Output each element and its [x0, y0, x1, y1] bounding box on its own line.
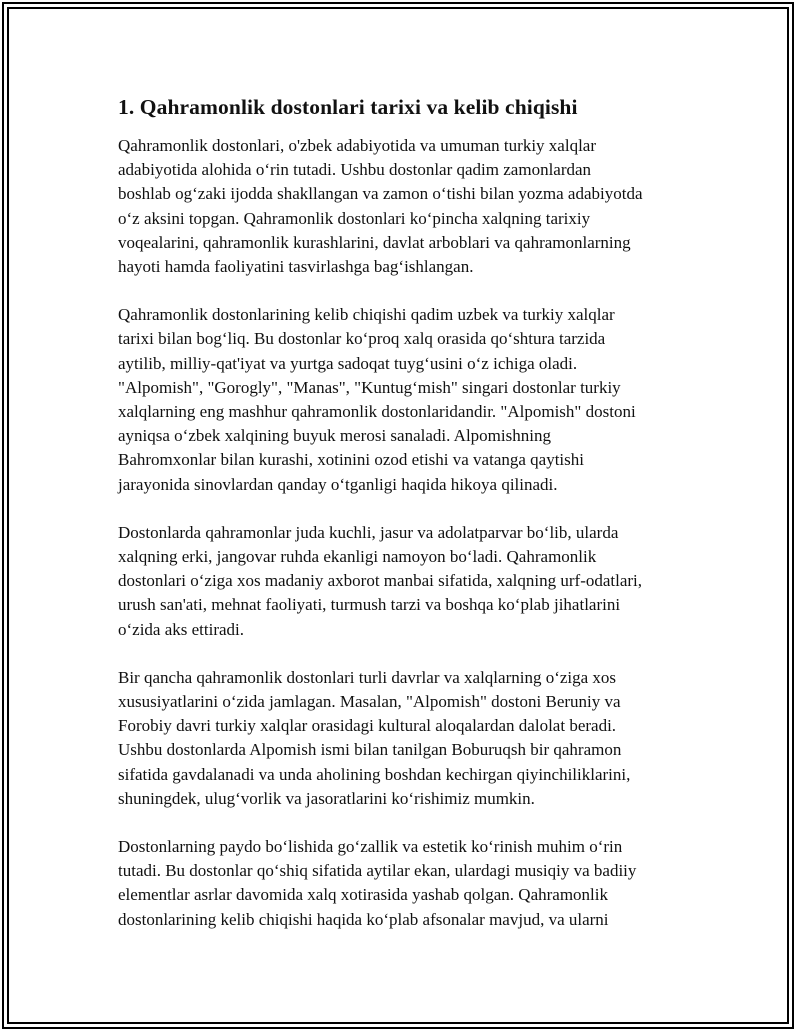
paragraph-line: Dostonlarda qahramonlar juda kuchli, jasur va adolatparvar bo‘lib, ularda — [118, 522, 619, 542]
paragraph-line: sifatida gavdalanadi va unda aholining boshdan kechirgan qiyinchiliklarini, — [118, 764, 631, 784]
paragraph-line: urush san'ati, mehnat faoliyati, turmush tarzi va boshqa ko‘plab jihatlarini — [118, 595, 621, 615]
paragraph-2 — [118, 303, 690, 497]
paragraph-line: elementlar asrlar davomida xalq xotirasida yashab qolgan. Qahramonlik — [118, 885, 609, 905]
paragraph-4 — [118, 666, 690, 811]
paragraph-5 — [118, 835, 690, 932]
paragraph-line: adabiyotida alohida o‘rin tutadi. Ushbu dostonlar qadim zamonlardan — [118, 160, 592, 180]
paragraph-line: hayoti hamda faoliyatini tasvirlashga bag‘ishlangan. — [118, 257, 474, 277]
paragraph-line: dostonlari o‘ziga xos madaniy axborot manbai sifatida, xalqning urf-odatlari, — [118, 571, 643, 591]
document-body — [118, 92, 690, 956]
paragraph-line: o‘z aksini topgan. Qahramonlik dostonlari ko‘pincha xalqning tarixiy — [118, 208, 591, 228]
paragraph-line: xususiyatlarini o‘zida jamlagan. Masalan, "Alpomish" dostoni Beruniy va — [118, 692, 621, 712]
paragraph-line: xalqning erki, jangovar ruhda ekanligi namoyon bo‘ladi. Qahramonlik — [118, 547, 597, 567]
paragraph-line: voqealarini, qahramonlik kurashlarini, davlat arboblari va qahramonlarning — [118, 232, 631, 252]
paragraph-line: dostonlarining kelib chiqishi haqida ko‘plab afsonalar mavjud, va ularni — [118, 909, 609, 929]
paragraph-line: jarayonida sinovlardan qanday o‘tganligi haqida hikoya qilinadi. — [118, 474, 558, 494]
paragraph-line: o‘zida aks ettiradi. — [118, 619, 245, 639]
paragraph-line: "Alpomish", "Gorogly", "Manas", "Kuntug‘mish" singari dostonlar turkiy — [118, 377, 621, 397]
section-heading: 1. Qahramonlik dostonlari tarixi va kelib chiqishi — [118, 95, 578, 119]
paragraph-line: Qahramonlik dostonlari, o'zbek adabiyotida va umuman turkiy xalqlar — [118, 136, 596, 155]
paragraph-line: Qahramonlik dostonlarining kelib chiqishi qadim uzbek va turkiy xalqlar — [118, 305, 615, 325]
paragraph-line: boshlab og‘zaki ijodda shakllangan va zamon o‘tishi bilan yozma adabiyotda — [118, 184, 643, 204]
paragraph-1 — [118, 134, 690, 279]
paragraph-line: Dostonlarning paydo bo‘lishida go‘zallik va estetik ko‘rinish muhim o‘rin — [118, 837, 623, 857]
paragraph-line: Ushbu dostonlarda Alpomish ismi bilan tanilgan Boburuqsh bir qahramon — [118, 740, 622, 760]
paragraph-line: tarixi bilan bog‘liq. Bu dostonlar ko‘proq xalq orasida qo‘shtura tarzida — [118, 329, 606, 349]
paragraph-line: xalqlarning eng mashhur qahramonlik dostonlaridandir. "Alpomish" dostoni — [118, 402, 636, 422]
paragraph-line: Forobiy davri turkiy xalqlar orasidagi kultural aloqalardan dalolat beradi. — [118, 716, 617, 736]
paragraph-line: Bir qancha qahramonlik dostonlari turli davrlar va xalqlarning o‘ziga xos — [118, 667, 617, 687]
paragraph-line: tutadi. Bu dostonlar qo‘shiq sifatida aytilar ekan, ulardagi musiqiy va badiiy — [118, 861, 637, 881]
paragraph-3 — [118, 521, 690, 642]
paragraph-line: Bahromxonlar bilan kurashi, xotinini ozod etishi va vatanga qaytishi — [118, 450, 584, 470]
paragraph-line: aytilib, milliy-qat'iyat va yurtga sadoqat tuyg‘usini o‘z ichiga oladi. — [118, 353, 578, 373]
paragraph-line: shuningdek, ulug‘vorlik va jasoratlarini ko‘rishimiz mumkin. — [118, 788, 535, 808]
paragraph-line: ayniqsa o‘zbek xalqining buyuk merosi sanaladi. Alpomishning — [118, 426, 551, 446]
